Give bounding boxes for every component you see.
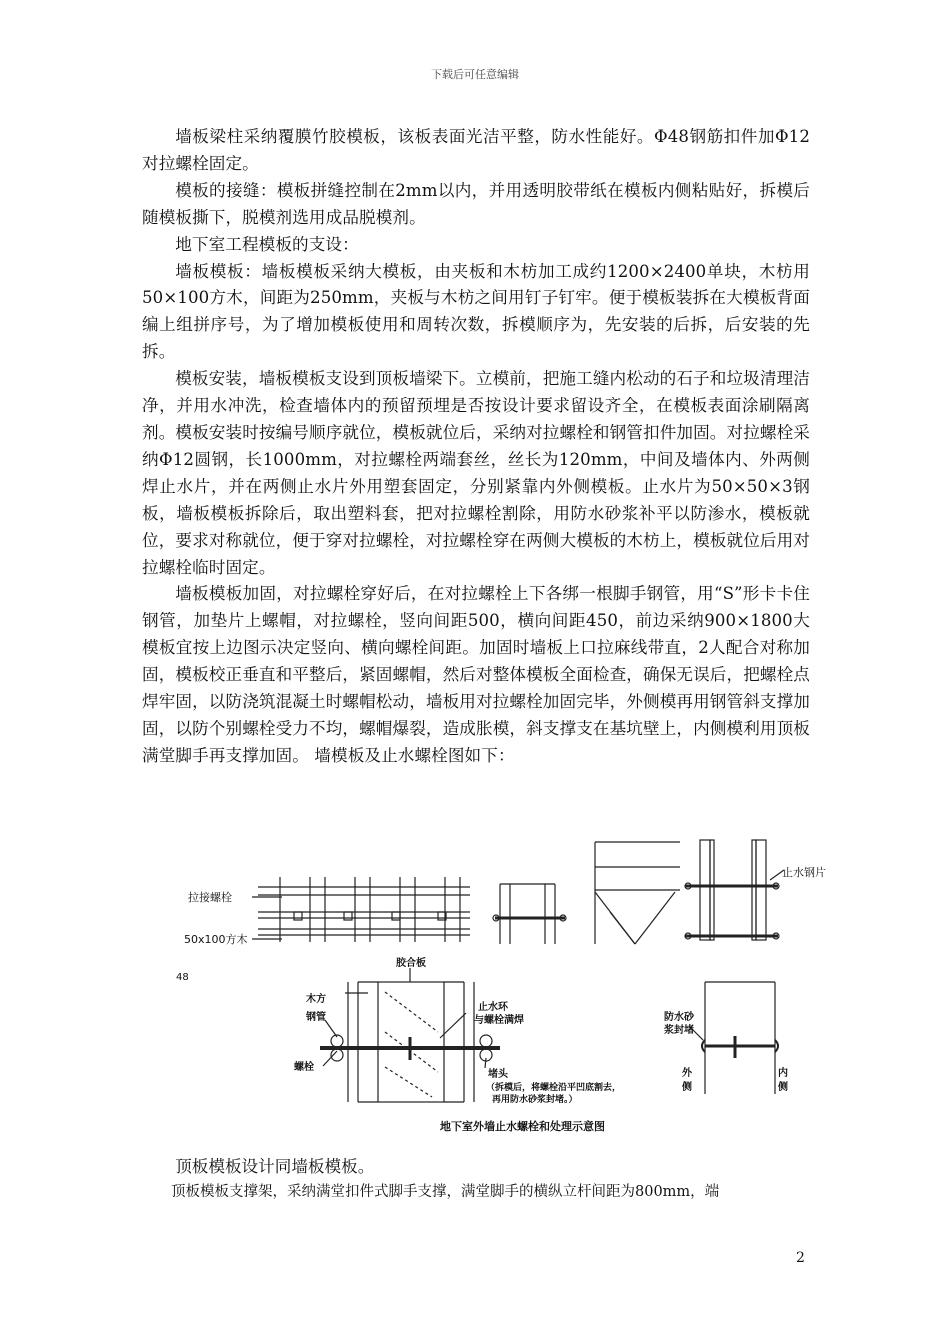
- paragraph: 模板安装，墙板模板支设到顶板墙梁下。立模前，把施工缝内松动的石子和垃圾清理洁净，并用水冲洗，检查墙体内的预留预埋是否按设计要求留设齐全，在模板表面涂刷隔离剂。模板安装时按编号顺序就位，模板就位后，采纳对拉螺栓和钢管扣件加固。对拉螺栓采纳Φ12圆钢，长1000mm，对拉螺栓两端套丝，丝长为120mm，中间及墙体内、外两侧焊止水片，并在两侧止水片外用塑套固定，分别紧靠内外侧模板。止水片为50×50×3钢板，墙板模板拆除后，取出塑料套，把对拉螺栓割除，用防水砂浆补平以防渗水，模板就位，要求对称就位，便于穿对拉螺栓，对拉螺栓穿在两侧大模板的木枋上，模板就位后用对拉螺栓临时固定。: [142, 369, 810, 577]
- wall-formwork-figure: [170, 832, 826, 1142]
- figure-caption: 地下室外墙止水螺栓和处理示意图: [440, 1120, 605, 1133]
- formwork-diagram: [170, 832, 826, 1142]
- label-waterstop-plate: 止水钢片: [782, 866, 826, 879]
- paragraph: 模板的接缝：模板拼缝控制在2mm以内，并用透明胶带纸在模板内侧粘贴好，拆模后随模板撕下，脱模剂选用成品脱模剂。: [142, 180, 810, 227]
- support-drawing: [595, 842, 680, 944]
- label-timber: 50x100方木: [184, 933, 248, 946]
- section-drawing-small: [493, 884, 566, 944]
- label-inner-2: 侧: [778, 1082, 788, 1093]
- paragraph: 墙板模板：墙板模板采纳大模板，由夹板和木枋加工成约1200×2400单块，木枋用50×100方木，间距为250mm，夹板与木枋之间用钉子钉牢。便于模板装拆在大模板背面编上组拼序号，为了增加模板使用和周转次数，拆模顺序为，先安装的后拆，后安装的先拆。: [142, 261, 810, 362]
- label-ring-1: 止水环: [478, 1002, 508, 1013]
- label-mortar-1: 防水砂: [664, 1012, 694, 1023]
- label-48: 48: [176, 972, 189, 983]
- page-header: 下载后可任意编辑: [431, 68, 519, 81]
- label-mortar-2: 浆封堵: [664, 1025, 694, 1036]
- waterstop-section: [685, 840, 784, 940]
- elevation-drawing: [258, 877, 470, 942]
- label-plug-note-2: 再用防水砂浆封堵。）: [492, 1095, 578, 1105]
- label-steel-pipe: 钢管: [306, 1012, 326, 1023]
- label-bolt: 拉接螺栓: [188, 891, 232, 904]
- label-plywood: 胶合板: [396, 958, 426, 969]
- body-text: [142, 124, 810, 770]
- paragraph-roof-formwork: 顶板模板设计同墙板模板。: [175, 1157, 375, 1176]
- label-plug-note-1: （拆模后，将螺栓沿平凹底割去，: [486, 1083, 622, 1093]
- paragraph: 地下室工程模板的支设：: [175, 234, 359, 254]
- paragraph: 墙板模板加固，对拉螺栓穿好后，在对拉螺栓上下各绑一根脚手钢管，用“S”形卡卡住钢管，加垫片上螺帽，对拉螺栓，竖向间距500，横向间距450，前边采纳900×1800大模板宜按上边图示决定竖向、横向螺栓间距。加固时墙板上口拉麻线带直，2人配合对称加固，模板校正垂直和平整后，紧固螺帽，然后对整体模板全面检查，确保无误后，把螺栓点焊牢固，以防浇筑混凝土时螺帽松动，墙板用对拉螺栓加固完毕，外侧模再用钢管斜支撑加固，以防个别螺栓受力不均，螺帽爆裂，造成胀模，斜支撑支在基坑壁上，内侧模利用顶板满堂脚手再支撑加固。 墙模板及止水螺栓图如下：: [142, 584, 810, 765]
- page-number: 2: [796, 1250, 805, 1266]
- label-wood: 木方: [306, 994, 326, 1005]
- paragraph: 墙板梁柱采纳覆膜竹胶模板，该板表面光洁平整，防水性能好。Φ48钢筋扣件加Φ12对拉螺栓固定。: [142, 127, 810, 173]
- label-ring-2: 与螺栓满焊: [474, 1015, 524, 1026]
- paragraph-roof-support: 顶板模板支撑架，采纳满堂扣件式脚手支撑，满堂脚手的横纵立杆间距为800mm，端: [171, 1184, 720, 1200]
- label-plug: 堵头: [488, 1069, 508, 1080]
- label-outer-2: 侧: [682, 1082, 692, 1093]
- label-outer-1: 外: [682, 1068, 692, 1079]
- label-inner-1: 内: [778, 1068, 788, 1079]
- waterstop-bolt-detail: [320, 968, 500, 1102]
- mortar-sealing-detail: [690, 982, 778, 1094]
- label-bolt2: 螺栓: [294, 1062, 314, 1073]
